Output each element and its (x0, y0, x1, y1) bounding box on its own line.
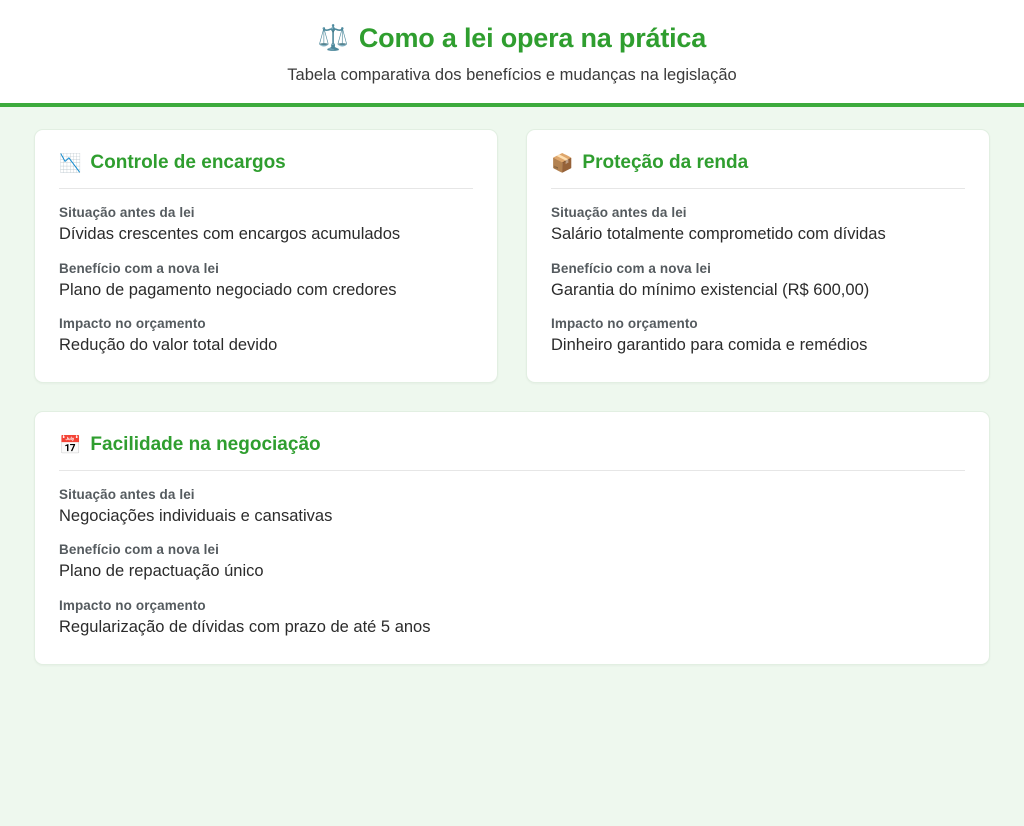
balance-scale-icon: ⚖️ (317, 23, 349, 52)
row-label-benefit: Benefício com a nova lei (59, 260, 219, 276)
row-label-benefit: Benefício com a nova lei (59, 542, 219, 558)
row-impact (59, 598, 965, 638)
row-value-before: Negociações individuais e cansativas (59, 507, 333, 526)
row-value-benefit: Plano de pagamento negociado com credores (59, 280, 397, 299)
row-label-benefit: Benefício com a nova lei (551, 260, 711, 276)
row-benefit (551, 261, 965, 301)
card-title-text: Proteção da renda (582, 152, 749, 174)
card-title-text: Controle de encargos (90, 152, 286, 174)
row-benefit (59, 542, 965, 582)
row-impact (59, 316, 473, 356)
card-facilidade-na-negociacao (34, 411, 990, 665)
row-label-before: Situação antes da lei (551, 205, 687, 221)
row-value-before: Salário totalmente comprometido com dívidas (551, 225, 886, 244)
card-controle-de-encargos (34, 129, 498, 383)
cards-region (0, 107, 1024, 826)
row-value-impact: Dinheiro garantido para comida e remédios (551, 335, 868, 354)
row-label-impact: Impacto no orçamento (59, 315, 206, 331)
row-value-before: Dívidas crescentes com encargos acumulados (59, 225, 401, 244)
row-value-impact: Redução do valor total devido (59, 335, 278, 354)
row-label-impact: Impacto no orçamento (551, 315, 698, 331)
card-title (59, 152, 473, 189)
row-value-benefit: Plano de repactuação único (59, 562, 264, 581)
cards-grid (34, 129, 990, 665)
row-value-impact: Regularização de dívidas com prazo de até 5 anos (59, 617, 431, 636)
row-before (59, 487, 965, 527)
row-benefit (59, 261, 473, 301)
row-before (551, 205, 965, 245)
row-impact (551, 316, 965, 356)
package-icon: 📦 (551, 153, 574, 174)
page-subtitle: Tabela comparativa dos benefícios e mudanças na legislação (287, 66, 737, 85)
page-title (40, 22, 984, 54)
card-title (59, 434, 965, 471)
chart-decreasing-icon: 📉 (59, 153, 82, 174)
card-title-text: Facilidade na negociação (90, 434, 321, 456)
page-header (0, 0, 1024, 107)
card-protecao-da-renda (526, 129, 990, 383)
row-label-before: Situação antes da lei (59, 205, 195, 221)
calendar-icon: 📅 (59, 435, 82, 456)
row-label-impact: Impacto no orçamento (59, 597, 206, 613)
page-title-text: Como a lei opera na prática (358, 23, 707, 53)
row-label-before: Situação antes da lei (59, 487, 195, 503)
row-before (59, 205, 473, 245)
card-title (551, 152, 965, 189)
row-value-benefit: Garantia do mínimo existencial (R$ 600,00) (551, 280, 870, 299)
